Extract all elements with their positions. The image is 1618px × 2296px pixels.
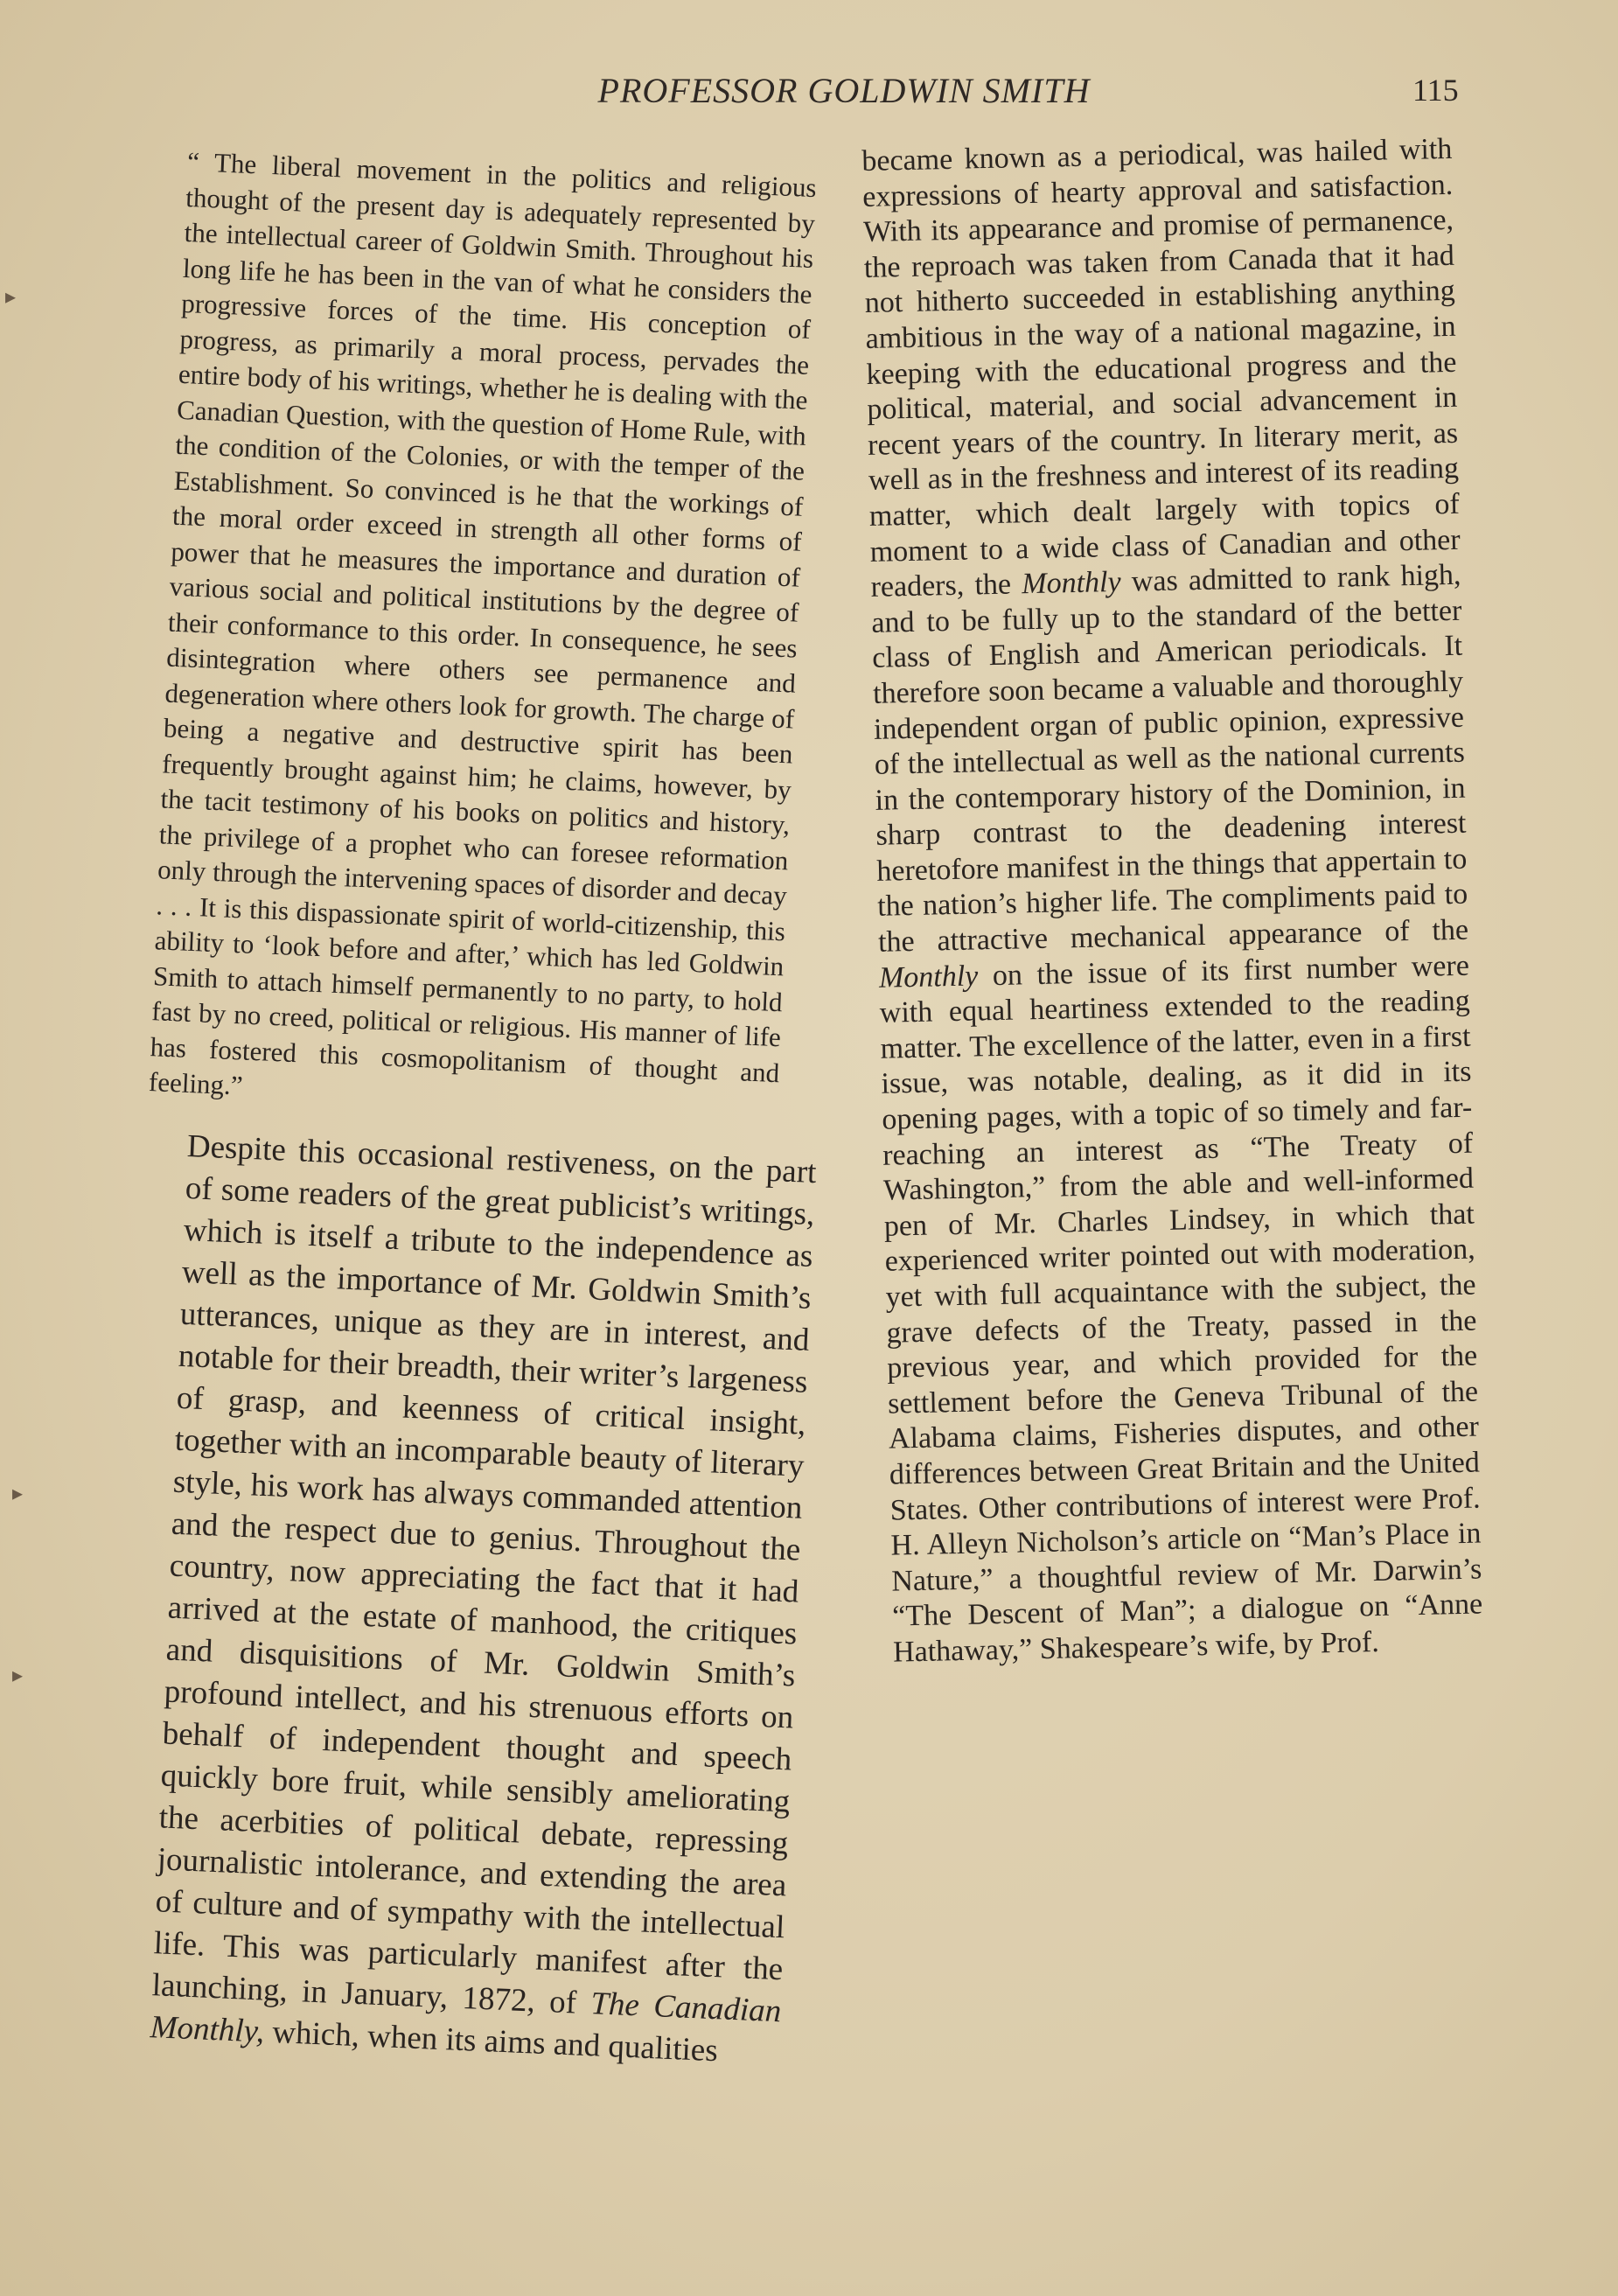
magazine-title: The Canadian Monthly, (149, 1985, 783, 2050)
margin-mark: ▸ (12, 1483, 24, 1505)
left-column (148, 144, 818, 2069)
margin-mark: ▸ (5, 286, 17, 309)
right-text-segment-3: on the issue of its first number were with equal heartiness extended to the reading matter. The excellence of the latter, even in a first issue, was notable, dealing, as it did in its opening pages, with a topic of so timely and far-reaching an interest as “The Treaty of Washington,” from the able and well-informed pen of Mr. Charles Lindsey, in which that experienced writer pointed out with moderation, yet with full acquaintance with the subject, the grave defects of the Treaty, passed in the previous year, and which provided for the settlement before the Geneva Tribunal of the Alabama claims, Fisheries disputes, and other differences between Great Britain and the United States. Other contributions of interest were Prof. H. Alleyn Nicholson’s article on “Man’s Place in Nature,” a thoughtful review of Mr. Darwin’s “The Descent of Man”; a dialogue on “Anne Hathaway,” Shakespeare’s wife, by Prof. (879, 949, 1483, 1669)
margin-mark: ▸ (12, 1664, 24, 1687)
running-header-title: PROFESSOR GOLDWIN SMITH (597, 71, 1091, 110)
left-paragraph-text: Despite this occasional restiveness, on the part of some readers of the great publicist’s writings, which is itself a tribute to the independence as well as the importance of Mr. Goldwin Smith’s utterances, unique as they are in interest, and notable for their breadth, their writer’s largeness of grasp, and keenness of critical insight, together with an incomparable beauty of literary style, his work has always commanded attention and the respect due to genius. Throughout the country, now appreciating the fact that it had arrived at the estate of manhood, the critiques and disquisitions of Mr. Goldwin Smith’s profound intellect, and his strenuous efforts on behalf of independent thought and speech quickly bore fruit, while sensibly ameliorating the acerbities of political debate, repressing journalistic intolerance, and extending the area of culture and of sympathy with the intellectual life. This was particularly manifest after the launching, in January, 1872, of (150, 1127, 818, 2021)
left-paragraph-tail: which, when its aims and qualities (263, 2013, 719, 2069)
right-paragraph (861, 132, 1483, 1671)
left-paragraph (150, 1126, 818, 2075)
right-column (861, 132, 1483, 1671)
page-number: 115 (1412, 73, 1459, 108)
monthly-title-2: Monthly (878, 960, 979, 994)
monthly-title-1: Monthly (1021, 566, 1121, 601)
right-text-segment-1: became known as a periodical, was hailed with expressions of hearty approval and satisfaction. With its appearance and promise of permanence, the reproach was taken from Canada that it had not hitherto succeeded in establishing anything ambitious in the way of a national magazine, in keeping with the educational progress and the political, material, and social advancement in recent years of the country. In literary merit, as well as in the freshness and interest of its reading matter, which dealt largely with topics of moment to a wide class of Canadian and other readers, the (861, 132, 1461, 604)
block-quote: “ The liberal movement in the politics and religious thought of the present day is adequately represented by the intellectual career of Goldwin Smith. Throughout his long life he has been in the van of what he considers the progressive forces of the time. His conception of progress, as primarily a moral process, pervades the entire body of his writings, whether he is dealing with the Canadian Question, with the question of Home Rule, with the condition of the Colonies, or with the temper of the Establishment. So convinced is he that the workings of the moral order exceed in strength all other forms of power that he measures the importance and duration of various social and political institutions by the degree of their conformance to this order. In consequence, he sees disintegration where others see permanence and degeneration where others look for growth. The charge of being a negative and destructive spirit has been frequently brought against him; he claims, however, by the tacit testimony of his books on politics and history, the privilege of a prophet who can foresee reformation only through the intervening spaces of disorder and decay . . . It is this dispassionate spirit of world-citizenship, this ability to ‘look before and after,’ which has led Goldwin Smith to attach himself permanently to no party, to hold fast by no creed, political or religious. His manner of life has fostered this cosmopolitanism of thought and feeling.” (148, 145, 818, 1101)
right-text-segment-2: was admitted to rank high, and to be fully up to the standard of the better class of English and American periodicals. It therefore soon became a valuable and thoroughly independent organ of public opinion, expressive of the intellectual as well as the national currents in the contemporary history of the Dominion, in sharp contrast to the deadening interest heretofore manifest in the things that appertain to the nation’s higher life. The compliments paid to the attractive mechanical appearance of the (871, 558, 1469, 959)
